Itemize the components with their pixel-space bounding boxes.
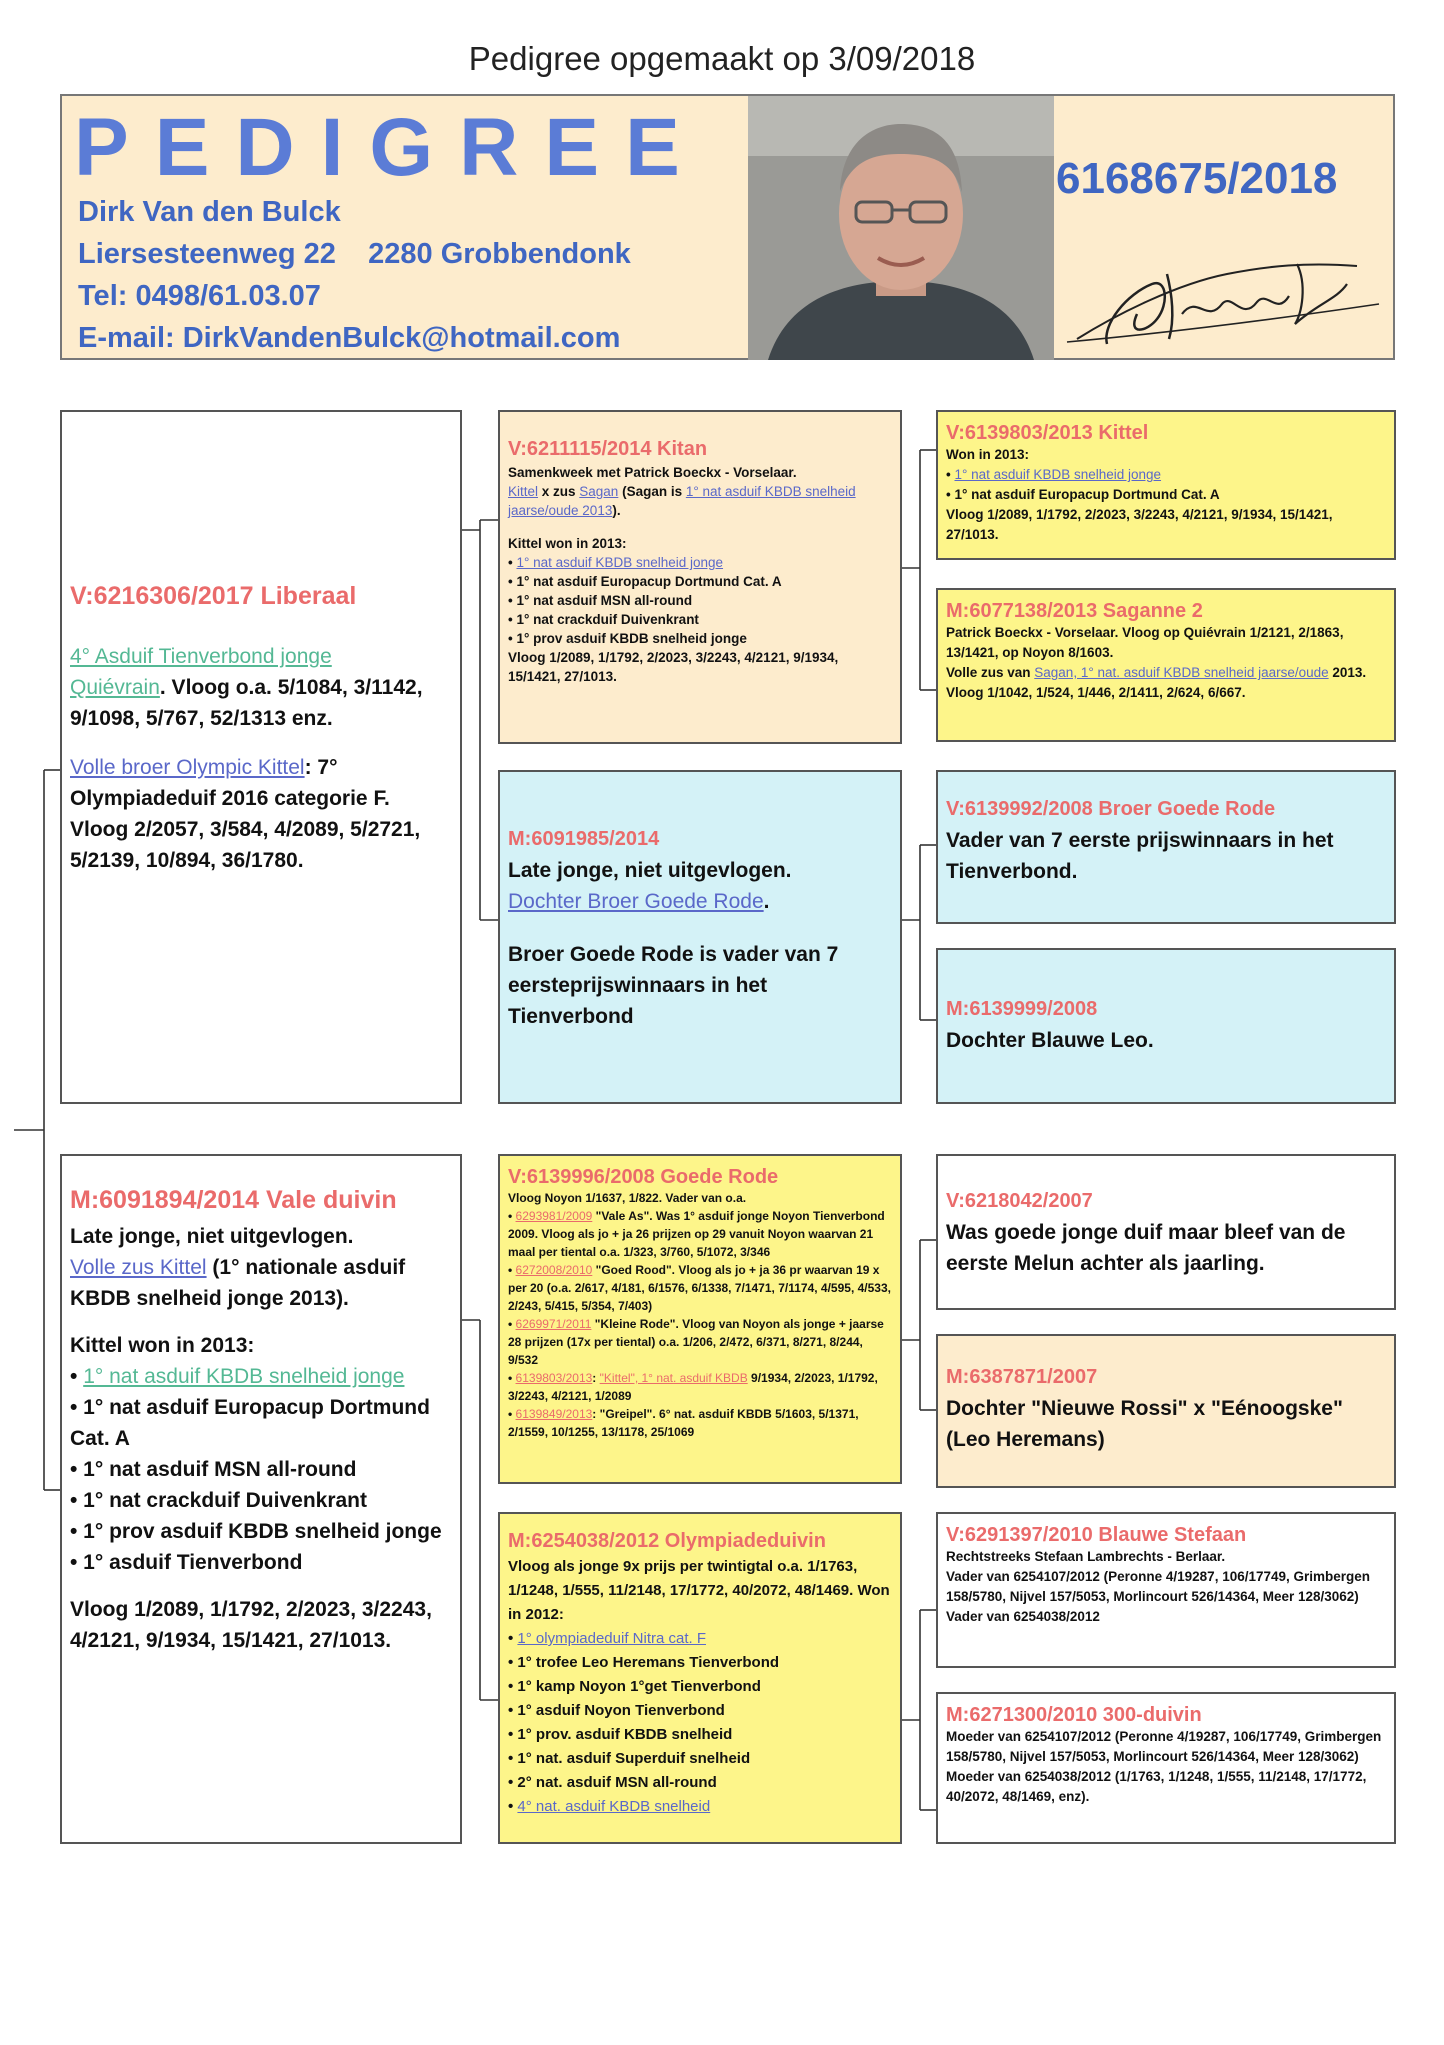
g3-2-note: Patrick Boeckx - Vorselaar. Vloog op Quiévrain 1/2121, 2/1863, 13/1421, op Noyon 8/1603.	[946, 625, 1344, 660]
g3-8-offspring: Moeder van 6254107/2012 (Peronne 4/19287, 106/17749, Grimbergen 158/5780, Nijvel 157/5053, Morlincourt 526/14364, Meer 128/3062)	[946, 1729, 1382, 1764]
g3-1-title: V:6139803/2013 Kittel	[946, 422, 1149, 444]
achievement: • 1° trofee Leo Heremans Tienverbond	[508, 1654, 780, 1671]
sire-text	[70, 641, 452, 876]
g3-7-offspring: Vader van 6254107/2012 (Peronne 4/19287, 106/17749, Grimbergen 158/5780, Nijvel 157/5053, Morlincourt 526/14364, Meer 128/3062)	[946, 1569, 1371, 1604]
sire-sire-title: V:6211115/2014 Kitan	[508, 438, 708, 460]
sire-sibling-results: : 7° Olympiadeduif 2016 categorie F. Vloog 2/2057, 3/584, 4/2089, 5/2721, 5/2139, 10/894, 36/1780.	[70, 756, 421, 872]
dam-sibling-note: (1° nationale asduif KBDB snelheid jonge 2013).	[70, 1256, 406, 1310]
text-fragment: ).	[612, 503, 621, 518]
sire-dam-text	[508, 855, 892, 1032]
bullet: •	[508, 555, 517, 570]
achievement: • 1° prov. asduif KBDB snelheid	[508, 1726, 733, 1743]
broer-goede-rode-link[interactable]: Dochter Broer Goede Rode	[508, 890, 764, 913]
owner-address: Liersesteenweg 22 2280 Grobbendonk	[78, 238, 631, 270]
results: Vloog 1/2089, 1/1792, 2/2023, 3/2243, 4/2121, 9/1934, 15/1421, 27/1013.	[508, 650, 839, 684]
dam-achievement: • 1° nat crackduif Duivenkrant	[70, 1489, 368, 1512]
achievement: • 2° nat. asduif MSN all-round	[508, 1774, 717, 1791]
offspring-info: 9/1934, 2/2023, 1/1792, 3/2243, 4/2121, 1/2089	[508, 1371, 878, 1403]
g3-1-heading: Won in 2013:	[946, 447, 1030, 462]
g3-1-text	[946, 445, 1386, 545]
g3-3-text: Vader van 7 eerste prijswinnaars in het Tienverbond.	[946, 829, 1334, 883]
text-fragment: (Sagan is	[618, 484, 686, 499]
g3-3-title: V:6139992/2008 Broer Goede Rode	[946, 798, 1276, 820]
sire-box	[60, 410, 462, 1104]
dam-title: M:6091894/2014 Vale duivin	[70, 1186, 397, 1214]
text-fragment: Volle zus van	[946, 665, 1035, 680]
text-fragment: :	[592, 1371, 600, 1385]
g3-8-text	[946, 1727, 1386, 1807]
bullet: •	[508, 1630, 518, 1647]
achievement: • 1° asduif Noyon Tienverbond	[508, 1702, 725, 1719]
achievement: • 1° nat crackduif Duivenkrant	[508, 612, 699, 627]
g3-box-5	[936, 1154, 1396, 1310]
g3-box-8	[936, 1692, 1396, 1844]
sire-results: . Vloog o.a. 5/1084, 3/1142, 9/1098, 5/767, 52/1313 enz.	[70, 676, 423, 730]
dam-dam-note: Vloog als jonge 9x prijs per twintigtal o.a. 1/1763, 1/1248, 1/555, 11/2148, 17/1772, 40/2072, 48/1469. Won in 2012:	[508, 1558, 890, 1623]
g3-2-title: M:6077138/2013 Saganne 2	[946, 600, 1203, 622]
text-fragment: x zus	[538, 484, 580, 499]
achievement: • 1° kamp Noyon 1°get Tienverbond	[508, 1678, 761, 1695]
g3-7-text	[946, 1547, 1386, 1627]
dam-achievement: • 1° prov asduif KBDB snelheid jonge	[70, 1520, 442, 1543]
offspring-link[interactable]: 6293981/2009	[515, 1209, 593, 1223]
bullet: •	[508, 1263, 516, 1277]
achievement: • 1° nat asduif Europacup Dortmund Cat. A	[946, 487, 1220, 502]
offspring-link[interactable]: 6139849/2013	[515, 1407, 593, 1421]
sire-sire-text	[508, 463, 892, 686]
brand-title: PEDIGREE	[74, 102, 706, 193]
dam-sire-title: V:6139996/2008 Goede Rode	[508, 1166, 779, 1188]
sagan-link[interactable]: Sagan, 1° nat. asduif KBDB snelheid jaarse/oude	[1034, 665, 1329, 680]
dam-dam-box	[498, 1512, 902, 1844]
g3-box-3	[936, 770, 1396, 924]
dam-box	[60, 1154, 462, 1844]
ring-number: 6168675/2018	[1056, 154, 1338, 203]
dam-sire-box	[498, 1154, 902, 1484]
kittel-link[interactable]: Kittel	[508, 484, 539, 499]
offspring-info: "Goed Rood". Vloog als jo + ja 36 pr waarvan 19 x per 20 (o.a. 2/617, 4/181, 6/1576, 6/1338, 7/1471, 7/1174, 4/595, 4/533, 2/243, 5/415, 5/354, 7/403)	[508, 1263, 891, 1313]
g3-4-text: Dochter Blauwe Leo.	[946, 1029, 1154, 1052]
g3-6-text: Dochter "Nieuwe Rossi" x "Eénoogske" (Leo Heremans)	[946, 1397, 1343, 1451]
g3-5-title: V:6218042/2007	[946, 1190, 1093, 1212]
bullet: •	[508, 1371, 516, 1385]
dam-note: Late jonge, niet uitgevlogen.	[70, 1225, 354, 1248]
g3-7-origin: Rechtstreeks Stefaan Lambrechts - Berlaar.	[946, 1549, 1226, 1564]
kbdb-link[interactable]: 1° nat asduif KBDB snelheid jonge	[516, 555, 724, 570]
g3-box-6	[936, 1334, 1396, 1488]
olympiad-link[interactable]: 1° olympiadeduif Nitra cat. F	[517, 1630, 706, 1647]
sire-title: V:6216306/2017 Liberaal	[70, 582, 357, 610]
bullet: •	[508, 1209, 516, 1223]
sire-achievement-link[interactable]: 4° Asduif Tienverbond jonge	[70, 645, 332, 668]
achievement: • 1° prov asduif KBDB snelheid jonge	[508, 631, 747, 646]
sagan-achievement-link[interactable]: 1° nat asduif KBDB snelheid jaarse/oude 2013	[508, 484, 856, 518]
offspring-info: "Kleine Rode". Vloog van Noyon als jonge + jaarse 28 prijzen (17x per tiental) o.a. 1/206, 2/472, 6/371, 8/271, 8/244, 9/532	[508, 1317, 884, 1367]
text-fragment: .	[763, 890, 770, 913]
results: Vloog 1/2089, 1/1792, 2/2023, 3/2243, 4/2121, 9/1934, 15/1421, 27/1013.	[946, 507, 1333, 542]
g3-box-7	[936, 1512, 1396, 1668]
dam-bullet: •	[70, 1365, 84, 1388]
bullet: •	[508, 1317, 516, 1331]
achievement: • 1° nat asduif Europacup Dortmund Cat. A	[508, 574, 782, 589]
document-title: Pedigree opgemaakt op 3/09/2018	[468, 40, 976, 77]
dam-achievement: • 1° asduif Tienverbond	[70, 1551, 303, 1574]
offspring-info: "Vale As". Was 1° asduif jonge Noyon Tienverbond 2009. Vloog als jo + ja 26 prijzen op 29 vanuit Noyon waarvan 21 maal per tiental o.a. 1/323, 3/760, 5/1072, 3/346	[508, 1209, 885, 1259]
dam-dam-text	[508, 1555, 892, 1819]
g3-7-title: V:6291397/2010 Blauwe Stefaan	[946, 1524, 1247, 1546]
g3-8-title: M:6271300/2010 300-duivin	[946, 1704, 1202, 1726]
dam-sibling-link[interactable]: Volle zus Kittel	[70, 1256, 207, 1279]
sire-dam-box	[498, 770, 902, 1104]
sire-race-link[interactable]: Quiévrain	[70, 676, 160, 699]
achievement: • 1° nat asduif MSN all-round	[508, 593, 693, 608]
owner-phone: Tel: 0498/61.03.07	[78, 280, 321, 312]
offspring-link[interactable]: 6139803/2013	[515, 1371, 593, 1385]
owner-name: Dirk Van den Bulck	[78, 196, 341, 228]
kbdb-link[interactable]: 1° nat asduif KBDB snelheid jonge	[954, 467, 1162, 482]
sagan-link[interactable]: Sagan	[579, 484, 619, 499]
g3-box-4	[936, 948, 1396, 1104]
kittel-heading: Kittel won in 2013:	[508, 536, 627, 551]
dam-sire-text	[508, 1189, 892, 1441]
g3-box-1	[936, 410, 1396, 560]
offspring-info: : "Greipel". 6° nat. asduif KBDB 5/1603, 5/1371, 2/1559, 10/1255, 13/1178, 25/1069	[508, 1407, 859, 1439]
sire-sire-breeder: Samenkweek met Patrick Boeckx - Vorselaar.	[508, 465, 797, 480]
offspring-link[interactable]: 6272008/2010	[515, 1263, 593, 1277]
dam-dam-title: M:6254038/2012 Olympiadeduivin	[508, 1530, 826, 1552]
dam-kbdb-link[interactable]: 1° nat asduif KBDB snelheid jonge	[83, 1365, 405, 1388]
achievement: • 1° nat. asduif Superduif snelheid	[508, 1750, 751, 1767]
owner-email: E-mail: DirkVandenBulck@hotmail.com	[78, 322, 621, 354]
g3-2-text	[946, 623, 1386, 703]
g3-7-offspring: Vader van 6254038/2012	[946, 1609, 1100, 1624]
bullet: •	[508, 1798, 518, 1815]
sire-sire-box	[498, 410, 902, 744]
dam-achievement: • 1° nat asduif Europacup Dortmund Cat. A	[70, 1396, 430, 1450]
dam-achievement: • 1° nat asduif MSN all-round	[70, 1458, 357, 1481]
g3-6-title: M:6387871/2007	[946, 1366, 1098, 1388]
g3-box-2	[936, 588, 1396, 742]
sire-dam-title: M:6091985/2014	[508, 828, 660, 850]
kittel-link[interactable]: "Kittel", 1° nat. asduif KBDB	[599, 1371, 748, 1385]
kbdb-link[interactable]: 4° nat. asduif KBDB snelheid	[517, 1798, 711, 1815]
bullet: •	[508, 1407, 516, 1421]
sire-dam-note: Late jonge, niet uitgevlogen.	[508, 859, 792, 882]
results: 2013. Vloog 1/1042, 1/524, 1/446, 2/1411, 2/624, 6/667.	[946, 665, 1367, 700]
g3-8-offspring: Moeder van 6254038/2012 (1/1763, 1/1248, 1/555, 11/2148, 17/1772, 40/2072, 48/1469, enz).	[946, 1769, 1367, 1804]
dam-sire-note: Vloog Noyon 1/1637, 1/822. Vader van o.a.	[508, 1191, 747, 1205]
dam-text	[70, 1221, 452, 1656]
dam-results: Vloog 1/2089, 1/1792, 2/2023, 3/2243, 4/2121, 9/1934, 15/1421, 27/1013.	[70, 1598, 432, 1652]
dam-kittel-heading: Kittel won in 2013:	[70, 1334, 255, 1357]
sire-dam-info: Broer Goede Rode is vader van 7 eersteprijswinnaars in het Tienverbond	[508, 943, 839, 1028]
offspring-link[interactable]: 6269971/2011	[515, 1317, 592, 1331]
sire-sibling-link[interactable]: Volle broer Olympic Kittel	[70, 756, 305, 779]
bullet: •	[946, 467, 955, 482]
g3-4-title: M:6139999/2008	[946, 998, 1098, 1020]
g3-5-text: Was goede jonge duif maar bleef van de eerste Melun achter als jaarling.	[946, 1221, 1346, 1275]
